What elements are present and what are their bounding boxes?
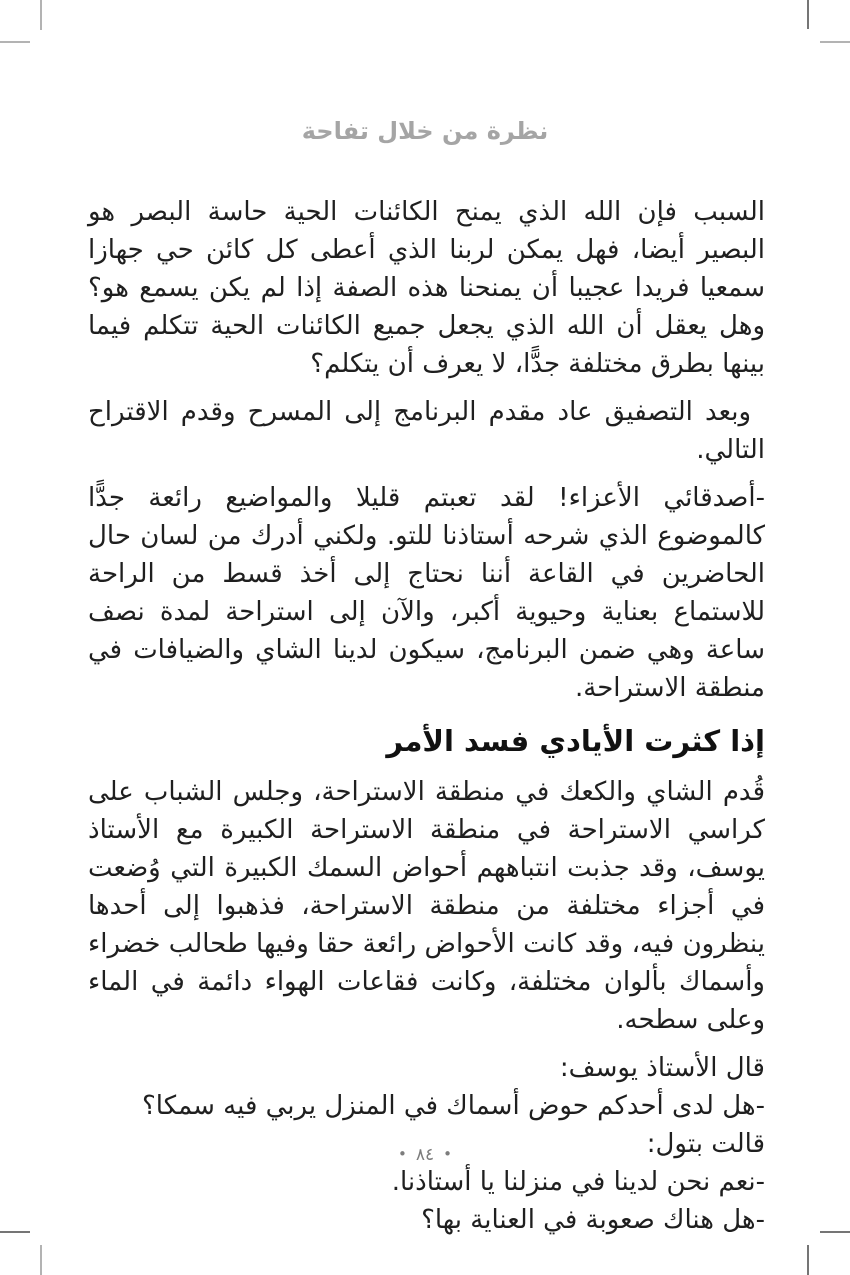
crop-mark-bottom-right-horizontal (820, 1231, 850, 1233)
paragraph-3: -أصدقائي الأعزاء! لقد تعبتم قليلا والمواضيع رائعة جدًّا كالموضوع الذي شرحه أستاذنا للتو. ولكني أدرك من لسان حال الحاضرين في القاعة أننا نحتاج إلى أخذ قسط من الراحة للاستماع بعناية وحيوية أكبر، والآن إلى استراحة لمدة نصف ساعة وهي ضمن البرنامج، سيكون لدينا الشاي والضيافات في منطقة الاستراحة. (88, 483, 765, 703)
crop-mark-bottom-left-horizontal (0, 1231, 30, 1233)
page-body (88, 193, 765, 1239)
dialogue-line-3: قالت بتول: (646, 1129, 765, 1159)
page-footer (0, 1143, 850, 1167)
crop-mark-top-right-vertical (807, 0, 809, 29)
paragraph-1: السبب فإن الله الذي يمنح الكائنات الحية حاسة البصر هو البصير أيضا، فهل يمكن لربنا الذي أعطى كل كائن حي جهازا سمعيا فريدا عجيبا أن يمنحنا هذه الصفة إذا لم يكن يسمع هو؟ وهل يعقل أن الله الذي يجعل جميع الكائنات الحية تتكلم فيما بينها بطرق مختلفة جدًّا، لا يعرف أن يتكلم؟ (88, 197, 765, 379)
dialogue-line-2: -هل لدى أحدكم حوض أسماك في المنزل يربي فيه سمكا؟ (142, 1091, 765, 1121)
footer-ornament-right: • (443, 1145, 452, 1163)
paragraph-2: وبعد التصفيق عاد مقدم البرنامج إلى المسرح وقدم الاقتراح التالي. (88, 397, 765, 465)
dialogue-line-5: -هل هناك صعوبة في العناية بها؟ (421, 1205, 765, 1235)
crop-mark-top-left-vertical (40, 0, 42, 30)
dialogue-line-4: -نعم نحن لدينا في منزلنا يا أستاذنا. (391, 1167, 765, 1197)
crop-mark-top-right-horizontal (820, 41, 850, 43)
section-heading: إذا كثرت الأيادي فسد الأمر (386, 724, 765, 758)
crop-mark-top-left-horizontal (0, 41, 30, 43)
dialogue-line-1: قال الأستاذ يوسف: (559, 1053, 765, 1083)
running-head: نظرة من خلال تفاحة (301, 117, 549, 145)
page-number: ٨٤ (415, 1145, 435, 1165)
crop-mark-bottom-right-vertical (807, 1245, 809, 1275)
paragraph-4: قُدم الشاي والكعك في منطقة الاستراحة، وجلس الشباب على كراسي الاستراحة في منطقة الاستراحة الكبيرة مع الأستاذ يوسف، وقد جذبت انتباههم أحواض السمك الكبيرة التي وُضعت في أجزاء مختلفة من منطقة الاستراحة، فذهبوا إلى أحدها ينظرون فيه، وقد كانت الأحواض رائعة حقا وفيها طحالب خضراء وأسماك بألوان مختلفة، وكانت فقاعات الهواء دائمة في الماء وعلى سطحه. (88, 777, 765, 1035)
crop-mark-bottom-left-vertical (40, 1245, 42, 1275)
footer-ornament-left: • (398, 1145, 407, 1163)
